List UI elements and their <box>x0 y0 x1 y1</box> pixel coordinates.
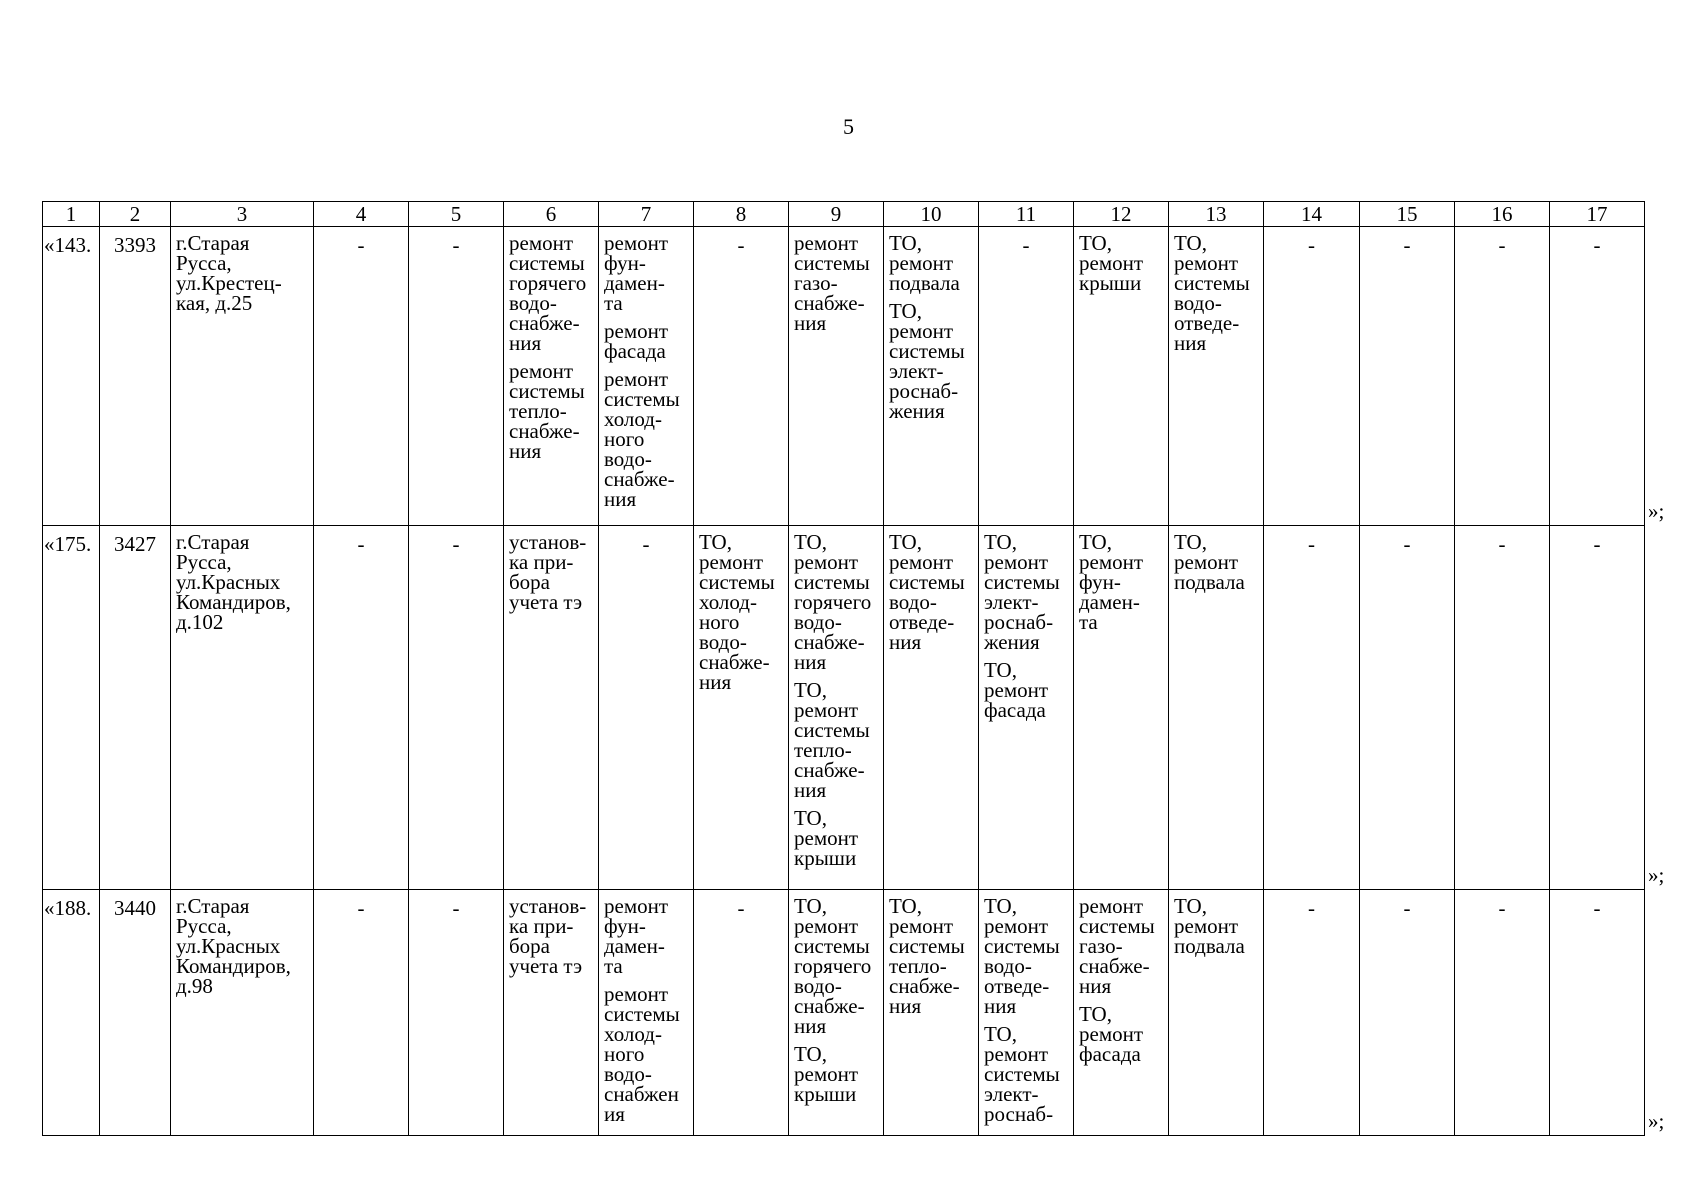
column-header-2: 2 <box>100 202 171 227</box>
table-cell-col-4 <box>314 890 409 1136</box>
cell-paragraph: ТО, ремонт системы элект- роснаб- жения <box>889 299 965 423</box>
cell-paragraph: ТО, ремонт фун- дамен- та <box>1079 530 1144 634</box>
cell-paragraph: - <box>357 233 365 257</box>
table-cell-col-12 <box>1074 227 1169 526</box>
column-header-6: 6 <box>504 202 599 227</box>
table-cell-col-7 <box>599 526 694 890</box>
cell-paragraph: - <box>1022 233 1030 257</box>
cell-paragraph: 3427 <box>114 532 156 556</box>
page-number: 5 <box>843 114 854 139</box>
cell-paragraph: - <box>737 896 745 920</box>
cell-paragraph: - <box>1403 532 1411 556</box>
table-cell-col-14 <box>1264 890 1360 1136</box>
cell-paragraph: ТО, ремонт системы элект- роснаб- <box>984 1022 1060 1126</box>
cell-paragraph: установ- ка при- бора учета тэ <box>509 530 587 614</box>
column-header-16: 16 <box>1455 202 1550 227</box>
row-end-mark: »; <box>1648 498 1665 523</box>
cell-paragraph: - <box>1403 896 1411 920</box>
cell-paragraph: - <box>1308 532 1315 556</box>
cell-paragraph: - <box>357 532 365 556</box>
cell-paragraph: - <box>737 233 745 257</box>
cell-paragraph: ремонт системы холод- ного водо- снабжен ия <box>604 982 680 1126</box>
table-cell-col-9 <box>789 227 884 526</box>
column-header-14: 14 <box>1264 202 1360 227</box>
cell-paragraph: ТО, ремонт подвала <box>889 231 960 295</box>
cell-paragraph: ремонт фун- дамен- та <box>604 231 669 315</box>
column-header-8: 8 <box>694 202 789 227</box>
table-cell-col-13 <box>1169 890 1264 1136</box>
column-number-row <box>43 202 1645 227</box>
cell-paragraph: ремонт системы горячего водо- снабже- ния <box>509 231 587 355</box>
cell-paragraph: ТО, ремонт подвала <box>1174 894 1245 958</box>
table-cell-col-8 <box>694 227 789 526</box>
cell-paragraph: - <box>1498 896 1506 920</box>
table-cell-col-12 <box>1074 526 1169 890</box>
column-header-10: 10 <box>884 202 979 227</box>
cell-paragraph: - <box>1308 233 1315 257</box>
table-cell-col-5 <box>409 227 504 526</box>
table-cell-col-1 <box>43 890 100 1136</box>
table-cell-col-17 <box>1550 227 1645 526</box>
cell-paragraph: ТО, ремонт крыши <box>794 806 859 870</box>
column-header-17: 17 <box>1550 202 1645 227</box>
table-row <box>43 526 1645 890</box>
cell-paragraph: г.Старая Русса, ул.Крестец- кая, д.25 <box>176 231 282 315</box>
table-cell-col-9 <box>789 526 884 890</box>
cell-paragraph: ТО, ремонт системы горячего водо- снабже- ния <box>794 894 872 1038</box>
table-cell-col-8 <box>694 890 789 1136</box>
table-cell-col-17 <box>1550 526 1645 890</box>
table-cell-col-1 <box>43 227 100 526</box>
column-header-9: 9 <box>789 202 884 227</box>
cell-paragraph: ТО, ремонт системы тепло- снабже- ния <box>889 894 965 1018</box>
cell-paragraph: - <box>452 233 460 257</box>
column-header-5: 5 <box>409 202 504 227</box>
cell-paragraph: ремонт системы газо- снабже- ния <box>1079 894 1155 998</box>
table-row <box>43 890 1645 1136</box>
table-cell-col-3 <box>171 227 314 526</box>
cell-paragraph: ремонт системы газо- снабже- ния <box>794 231 870 335</box>
column-header-3: 3 <box>171 202 314 227</box>
table-cell-col-15 <box>1360 526 1455 890</box>
table-row <box>43 227 1645 526</box>
table-cell-col-2 <box>100 526 171 890</box>
cell-paragraph: - <box>1593 896 1601 920</box>
cell-paragraph: - <box>1498 532 1506 556</box>
table-cell-col-14 <box>1264 227 1360 526</box>
table-cell-col-2 <box>100 890 171 1136</box>
cell-paragraph: ТО, ремонт фасада <box>984 658 1049 722</box>
cell-paragraph: ремонт системы холод- ного водо- снабже- ния <box>604 367 680 511</box>
column-header-1: 1 <box>43 202 100 227</box>
table-cell-col-10 <box>884 227 979 526</box>
table-cell-col-6 <box>504 890 599 1136</box>
cell-paragraph: - <box>1308 896 1315 920</box>
table-cell-col-10 <box>884 890 979 1136</box>
cell-paragraph: г.Старая Русса, ул.Красных Командиров, д.102 <box>176 530 291 634</box>
cell-paragraph: ремонт системы тепло- снабже- ния <box>509 359 585 463</box>
cell-paragraph: - <box>452 896 460 920</box>
cell-paragraph: ТО, ремонт крыши <box>794 1042 859 1106</box>
table-cell-col-12 <box>1074 890 1169 1136</box>
repair-schedule-table <box>42 201 1645 1136</box>
column-header-11: 11 <box>979 202 1074 227</box>
cell-paragraph: ТО, ремонт системы тепло- снабже- ния <box>794 678 870 802</box>
cell-paragraph: 3440 <box>114 896 156 920</box>
table-cell-col-11 <box>979 890 1074 1136</box>
cell-paragraph: «143. <box>44 233 92 257</box>
cell-paragraph: ТО, ремонт крыши <box>1079 231 1144 295</box>
column-header-7: 7 <box>599 202 694 227</box>
cell-paragraph: - <box>1403 233 1411 257</box>
row-end-mark: »; <box>1648 1108 1665 1133</box>
table-cell-col-2 <box>100 227 171 526</box>
cell-paragraph: ТО, ремонт системы водо- отведе- ния <box>984 894 1060 1018</box>
cell-paragraph: ТО, ремонт системы элект- роснаб- жения <box>984 530 1060 654</box>
table-cell-col-3 <box>171 526 314 890</box>
cell-paragraph: установ- ка при- бора учета тэ <box>509 894 587 978</box>
table-cell-col-13 <box>1169 526 1264 890</box>
cell-paragraph: ТО, ремонт системы холод- ного водо- снабже- ния <box>699 530 775 694</box>
cell-paragraph: - <box>1498 233 1506 257</box>
table-cell-col-16 <box>1455 227 1550 526</box>
table-cell-col-11 <box>979 227 1074 526</box>
table-cell-col-4 <box>314 526 409 890</box>
table-cell-col-16 <box>1455 526 1550 890</box>
cell-paragraph: - <box>1593 532 1601 556</box>
table-cell-col-6 <box>504 227 599 526</box>
table-cell-col-11 <box>979 526 1074 890</box>
column-header-12: 12 <box>1074 202 1169 227</box>
cell-paragraph: - <box>642 532 650 556</box>
cell-paragraph: - <box>357 896 365 920</box>
table-cell-col-6 <box>504 526 599 890</box>
column-header-13: 13 <box>1169 202 1264 227</box>
table-cell-col-5 <box>409 526 504 890</box>
cell-paragraph: ремонт фун- дамен- та <box>604 894 669 978</box>
cell-paragraph: - <box>1593 233 1601 257</box>
table-cell-col-13 <box>1169 227 1264 526</box>
column-header-15: 15 <box>1360 202 1455 227</box>
table-cell-col-5 <box>409 890 504 1136</box>
cell-paragraph: - <box>452 532 460 556</box>
cell-paragraph: ТО, ремонт системы водо- отведе- ния <box>889 530 965 654</box>
cell-paragraph: ТО, ремонт подвала <box>1174 530 1245 594</box>
cell-paragraph: ТО, ремонт системы водо- отведе- ния <box>1174 231 1250 355</box>
cell-paragraph: г.Старая Русса, ул.Красных Командиров, д.98 <box>176 894 291 998</box>
table-cell-col-15 <box>1360 890 1455 1136</box>
table-cell-col-14 <box>1264 526 1360 890</box>
table-cell-col-1 <box>43 526 100 890</box>
table-cell-col-16 <box>1455 890 1550 1136</box>
table-cell-col-17 <box>1550 890 1645 1136</box>
table-cell-col-15 <box>1360 227 1455 526</box>
cell-paragraph: 3393 <box>114 233 156 257</box>
cell-paragraph: «188. <box>44 896 92 920</box>
column-header-4: 4 <box>314 202 409 227</box>
table-cell-col-7 <box>599 890 694 1136</box>
cell-paragraph: ТО, ремонт фасада <box>1079 1002 1144 1066</box>
cell-paragraph: ремонт фасада <box>604 319 669 363</box>
cell-paragraph: ТО, ремонт системы горячего водо- снабже- ния <box>794 530 872 674</box>
table-cell-col-10 <box>884 526 979 890</box>
cell-paragraph: «175. <box>44 532 92 556</box>
table-cell-col-3 <box>171 890 314 1136</box>
table-cell-col-9 <box>789 890 884 1136</box>
table-cell-col-8 <box>694 526 789 890</box>
table-cell-col-4 <box>314 227 409 526</box>
row-end-mark: »; <box>1648 862 1665 887</box>
table-cell-col-7 <box>599 227 694 526</box>
